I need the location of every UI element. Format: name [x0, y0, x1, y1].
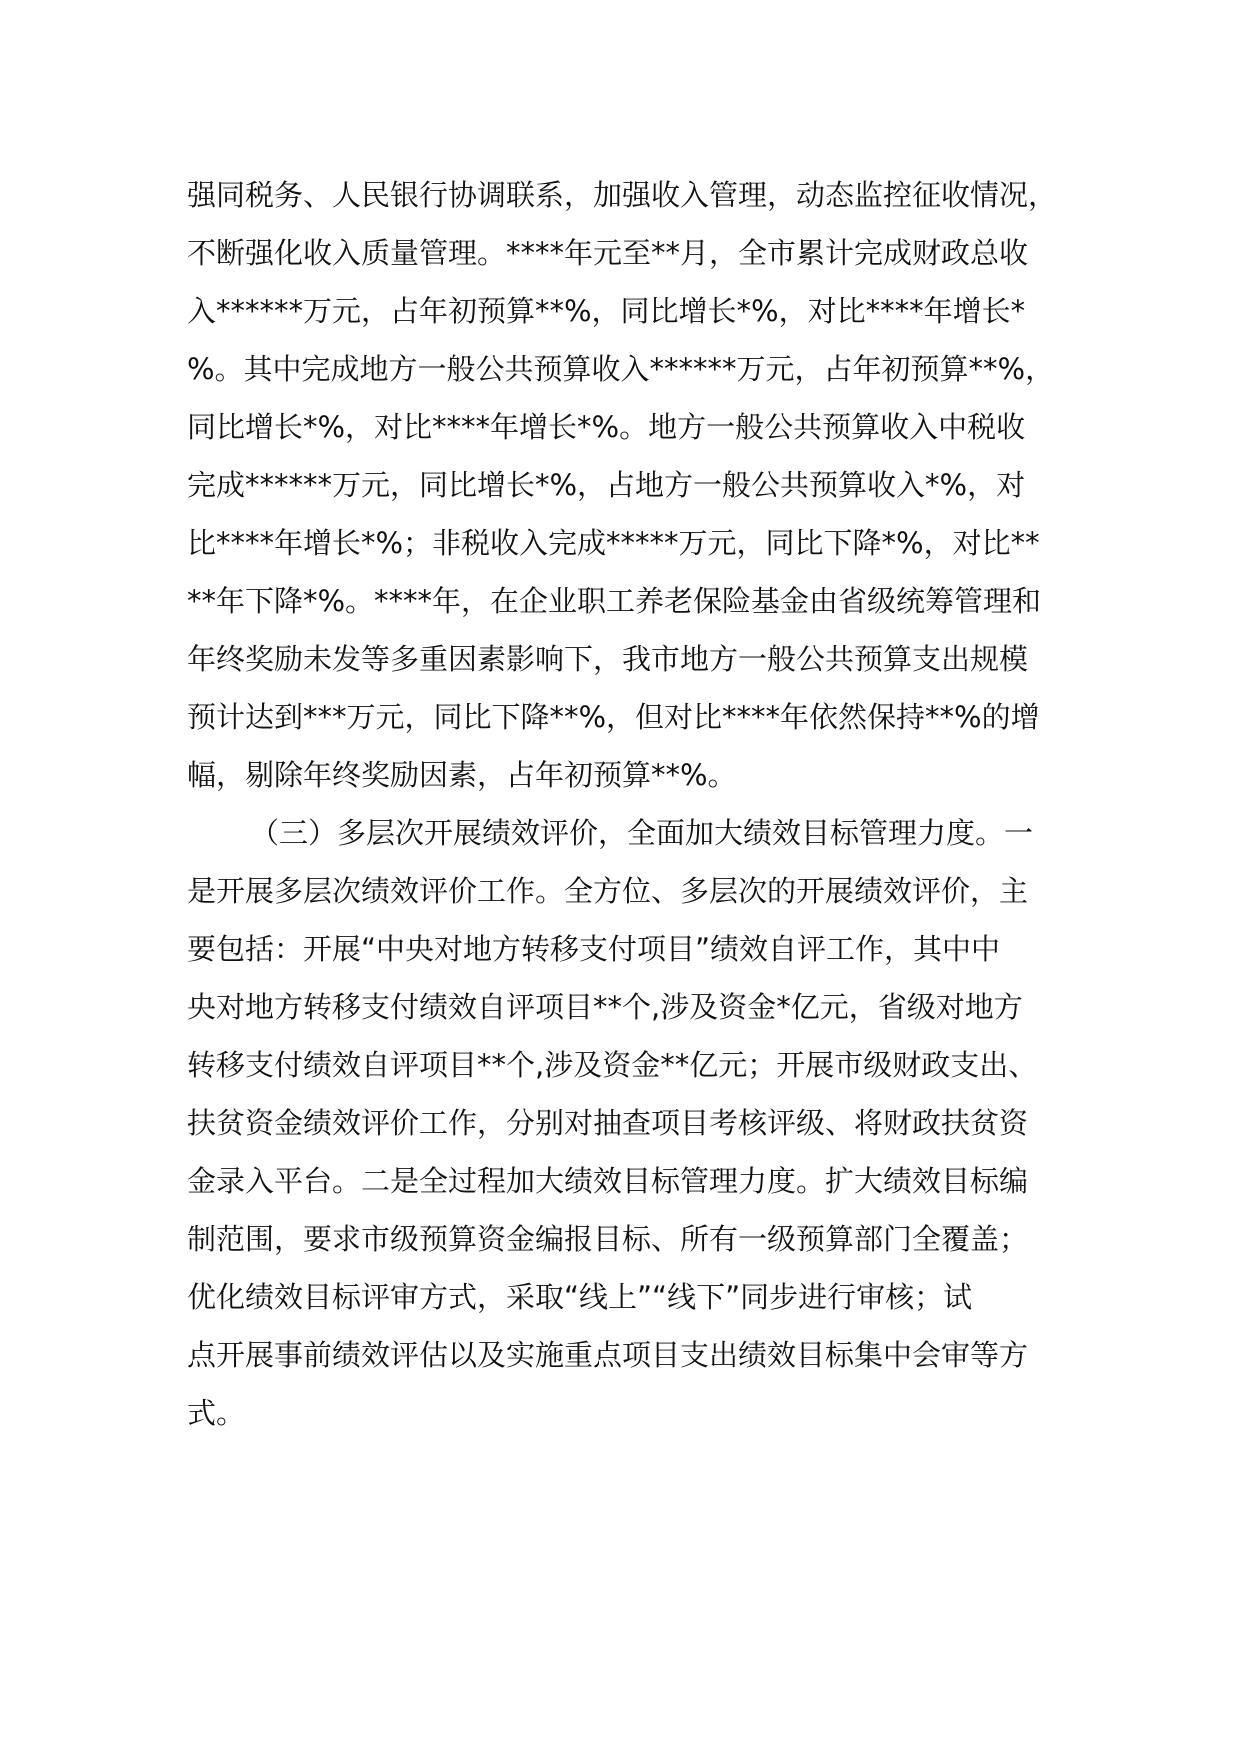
text-line: 金录入平台。二是全过程加大绩效目标管理力度。扩大绩效目标编: [187, 1164, 1029, 1198]
text-line: 完成******万元，同比增长*%，占地方一般公共预算收入*%，对: [187, 468, 1026, 502]
text-line: 转移支付绩效自评项目**个,涉及资金**亿元；开展市级财政支出、: [187, 1048, 1038, 1082]
text-line: 入******万元，占年初预算**%，同比增长*%，对比****年增长*: [187, 294, 1026, 328]
text-line: 同比增长*%，对比****年增长*%。地方一般公共预算收入中税收: [187, 410, 1026, 444]
text-line: 不断强化收入质量管理。****年元至**月，全市累计完成财政总收: [187, 236, 1029, 270]
text-line: 制范围，要求市级预算资金编报目标、所有一级预算部门全覆盖；: [187, 1222, 1029, 1256]
text-line: 年终奖励未发等多重因素影响下，我市地方一般公共预算支出规模: [187, 642, 1029, 676]
text-line: 要包括：开展“中央对地方转移支付项目”绩效自评工作，其中中: [187, 932, 1001, 966]
paragraph-heading-line: （三）多层次开展绩效评价，全面加大绩效目标管理力度。一: [250, 816, 1034, 850]
text-line: 扶贫资金绩效评价工作，分别对抽查项目考核评级、将财政扶贫资: [187, 1106, 1029, 1140]
text-line: 是开展多层次绩效评价工作。全方位、多层次的开展绩效评价，主: [187, 874, 1029, 908]
text-line: **年下降*%。****年，在企业职工养老保险基金由省级统筹管理和: [187, 584, 1042, 618]
text-line: 点开展事前绩效评估以及实施重点项目支出绩效目标集中会审等方: [187, 1338, 1029, 1372]
text-line: %。其中完成地方一般公共预算收入******万元，占年初预算**%，: [187, 352, 1055, 386]
text-line: 式。: [187, 1396, 246, 1430]
text-line: 比****年增长*%；非税收入完成*****万元，同比下降*%，对比**: [187, 526, 1040, 560]
text-line: 优化绩效目标评审方式，采取“线上”“线下”同步进行审核；试: [187, 1280, 973, 1314]
text-line: 强同税务、人民银行协调联系，加强收入管理，动态监控征收情况，: [187, 178, 1058, 212]
text-line: 预计达到***万元，同比下降**%，但对比****年依然保持**%的增: [187, 700, 1040, 734]
text-line: 央对地方转移支付绩效自评项目**个,涉及资金*亿元，省级对地方: [187, 990, 1023, 1024]
text-line: 幅，剔除年终奖励因素，占年初预算**%。: [187, 758, 737, 792]
